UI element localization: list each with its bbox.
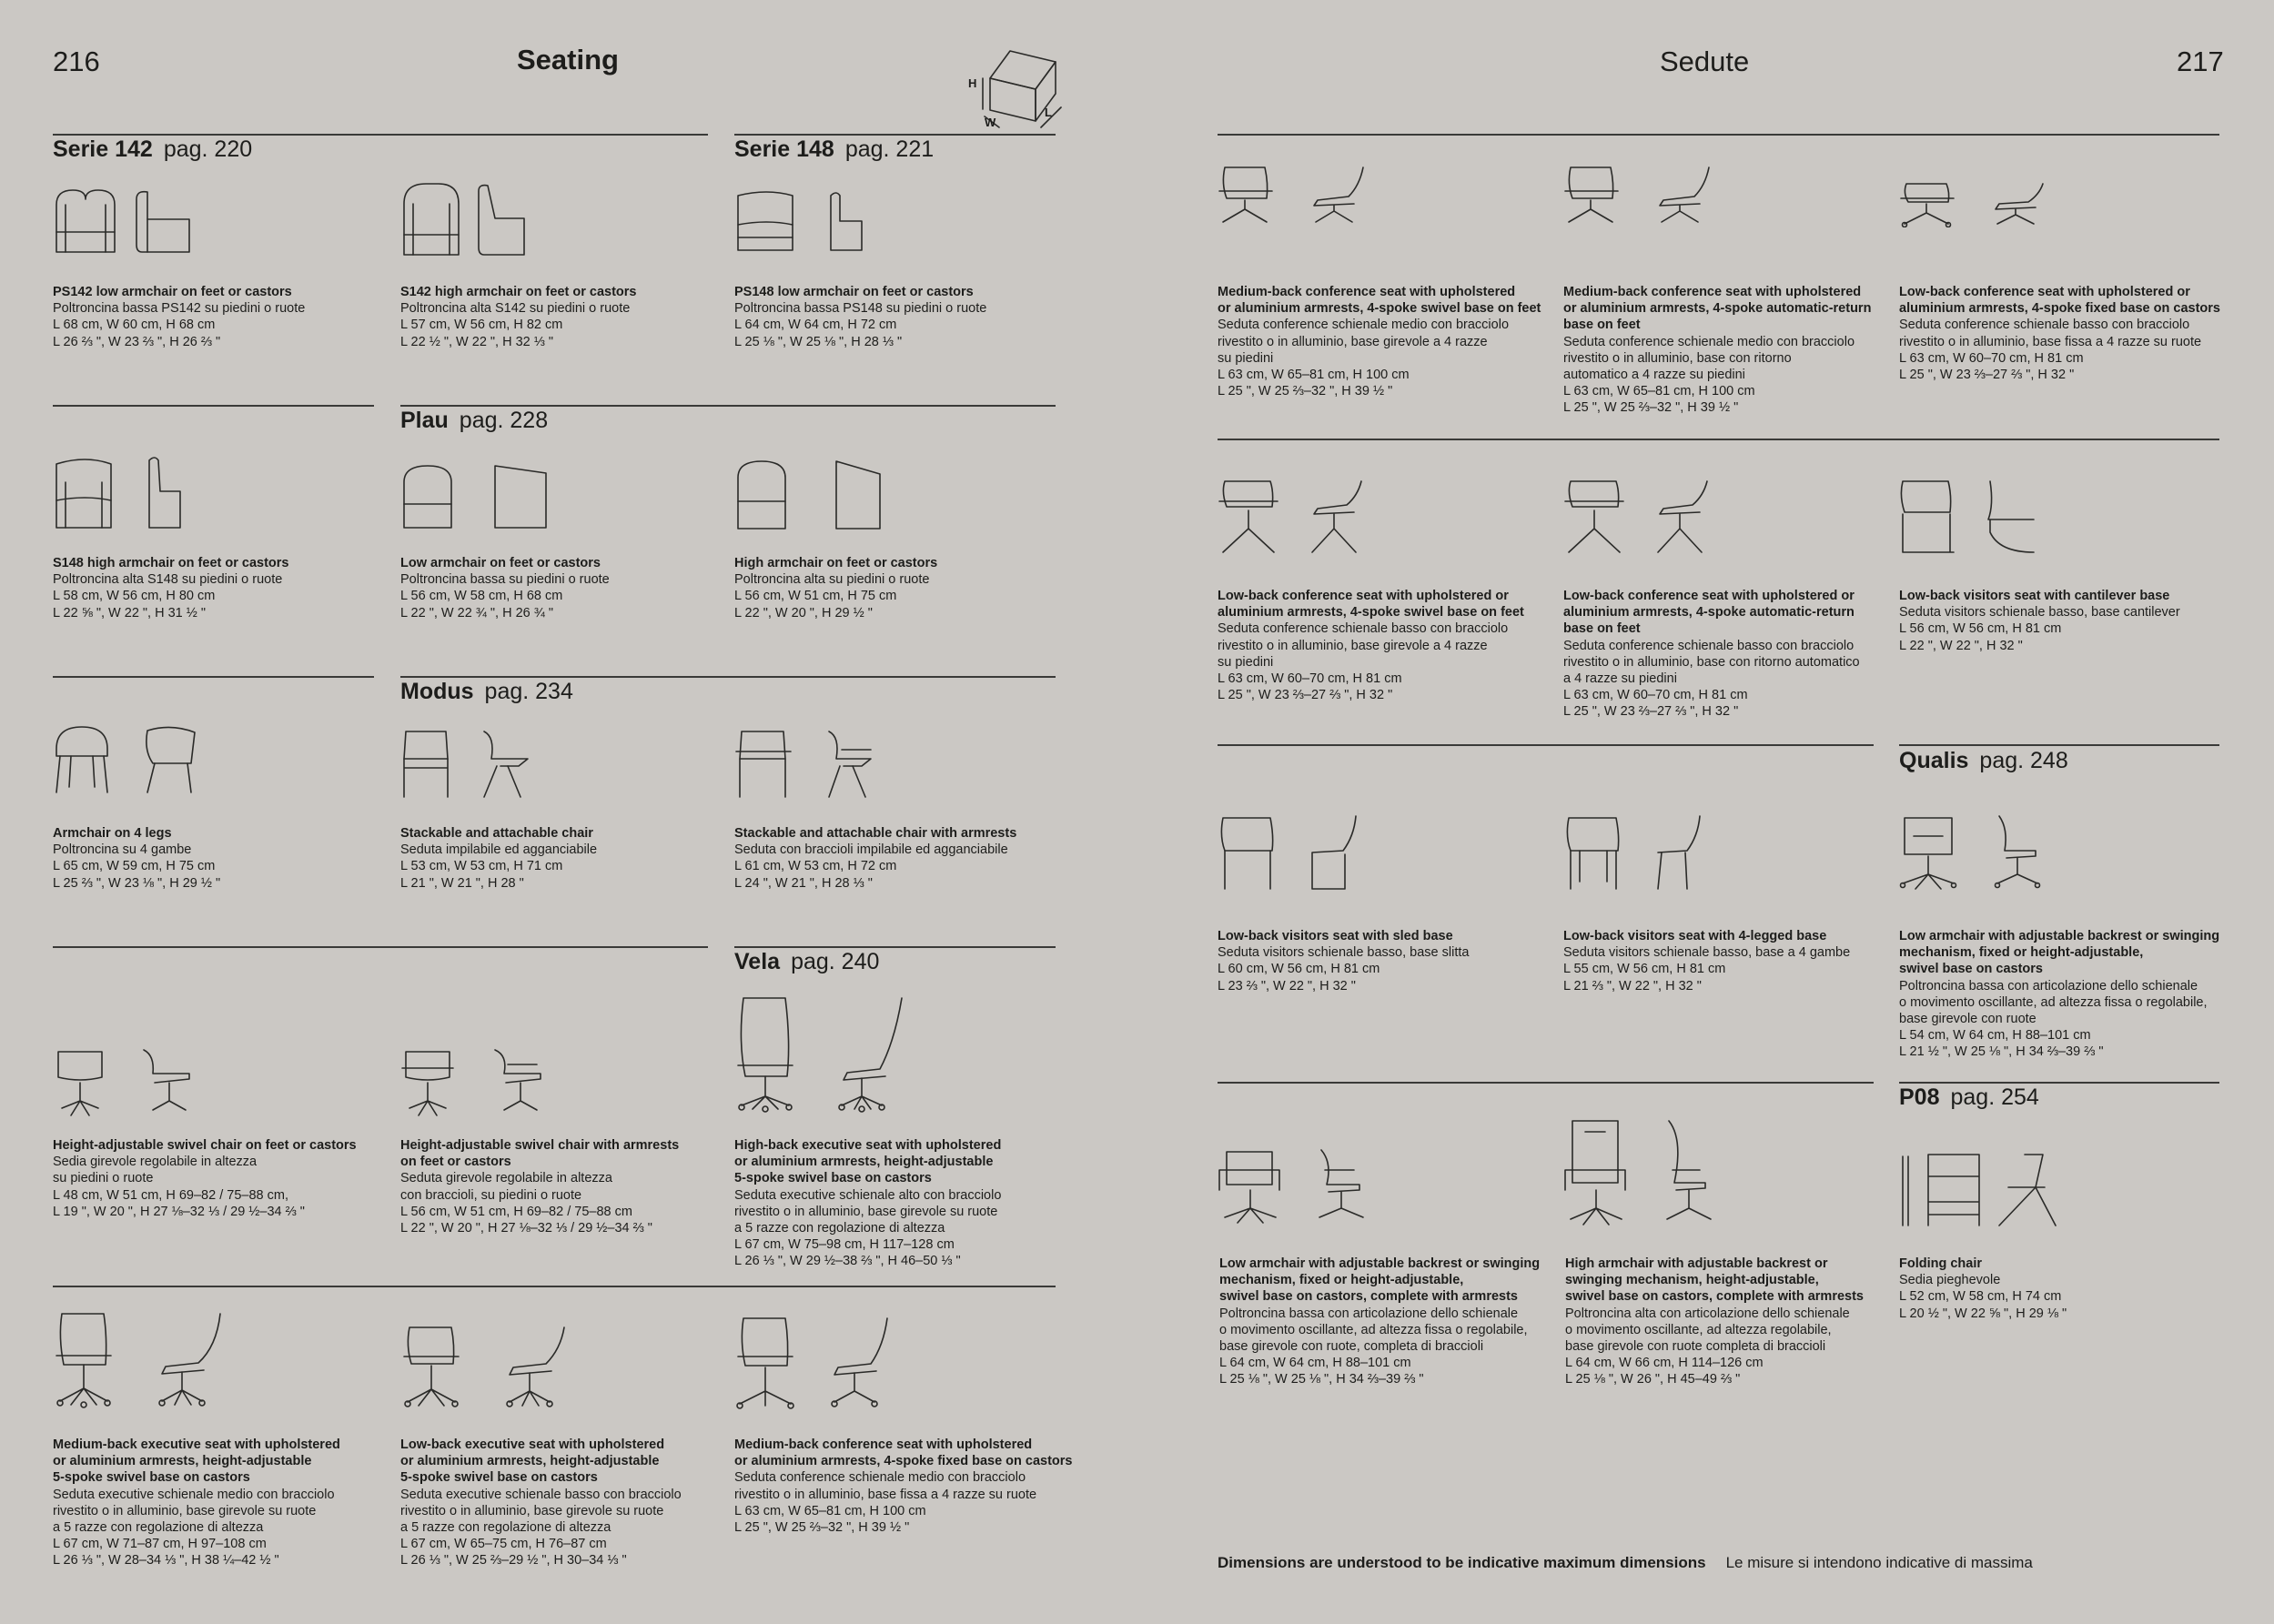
- item-ps148: PS148 low armchair on feet or castors Poltroncina bassa PS148 su piedini o ruote L 64 cm, W 64 cm, H 72 cm L 25 ⅛ ", W 25 ⅛ ", H 28 ⅓ ": [734, 285, 987, 349]
- item-qualis-low-armrests: Low armchair with adjustable backrest or swinging mechanism, fixed or height-adjustable, swivel base on castors, complete with armrests Poltroncina bassa con articolazione dello schienale o movimento oscillante, ad altezza fissa o regolabile, base girevole con ruote, completa di braccioli L 64 cm, W 64 cm, H 88–101 cm L 25 ⅛ ", W 25 ⅛ ", H 34 ⅔–39 ⅔ ": [1219, 1256, 1541, 1387]
- item-plau-high: High armchair on feet or castors Poltroncina alta su piedini o ruote L 56 cm, W 51 cm, H 75 cm L 22 ", W 20 ", H 29 ½ ": [734, 556, 938, 620]
- item-conf-low-autoreturn: Low-back conference seat with upholstered or aluminium armrests, 4-spoke automatic-return base on feet Seduta conference schienale basso con bracciolo rivestito o in alluminio, base con ritorno automatico a 4 razze su piedini L 63 cm, W 60–70 cm, H 81 cm L 25 ", W 23 ⅔–27 ⅔ ", H 32 ": [1563, 589, 1860, 720]
- chair-vela-conference-fixed-drawing: [734, 1315, 916, 1415]
- item-conf-low-swivel: Low-back conference seat with upholstered or aluminium armrests, 4-spoke swivel base on feet Seduta conference schienale basso con bracciolo rivestito o in alluminio, base girevole a 4 razze su piedini L 63 cm, W 60–70 cm, H 81 cm L 25 ", W 23 ⅔–27 ⅔ ", H 32 ": [1218, 589, 1524, 703]
- rule-row4-left: [53, 946, 708, 948]
- rule-row5: [53, 1286, 1056, 1287]
- chair-conf-low-fixed-drawing: [1899, 182, 2063, 227]
- chair-qualis-low-drawing: [1899, 814, 2063, 893]
- rule-right-row2: [1218, 439, 2219, 440]
- item-conf-medium-autoreturn: Medium-back conference seat with upholstered or aluminium armrests, 4-spoke automatic-return base on feet Seduta conference schienale medio con bracciolo rivestito o in alluminio, base con ritorno automatico a 4 razze su piedini L 63 cm, W 65–81 cm, H 100 cm L 25 ", W 25 ⅔–32 ", H 39 ½ ": [1563, 285, 1872, 416]
- item-vela-highback: High-back executive seat with upholstered or aluminium armrests, height-adjustable 5-spoke swivel base on castors Seduta executive schienale alto con bracciolo rivestito o in alluminio, base girevole su ruote a 5 razze con regolazione di altezza L 67 cm, W 75–98 cm, H 117–128 cm L 26 ⅓ ", W 29 ½–38 ⅔ ", H 46–50 ⅓ ": [734, 1138, 1002, 1269]
- rule-row3-left: [53, 676, 374, 678]
- dim-w-label: W: [985, 116, 996, 129]
- item-p08-folding: Folding chair Sedia pieghevole L 52 cm, W 58 cm, H 74 cm L 20 ½ ", W 22 ⅝ ", H 29 ⅛ ": [1899, 1256, 2067, 1321]
- item-armchair-4legs: Armchair on 4 legs Poltroncina su 4 gambe L 65 cm, W 59 cm, H 75 cm L 25 ⅔ ", W 23 ⅛ ", H 29 ½ ": [53, 826, 221, 891]
- chair-s148-drawing: [53, 455, 217, 533]
- item-modus-stackable: Stackable and attachable chair Seduta impilabile ed agganciabile L 53 cm, W 53 cm, H 71 cm L 21 ", W 21 ", H 28 ": [400, 826, 598, 891]
- chair-plau-high-drawing: [734, 459, 898, 534]
- chair-vela-mediumback-drawing: [53, 1310, 235, 1410]
- rule-right-top: [1218, 134, 2219, 136]
- chair-qualis-low-armrests-drawing: [1218, 1148, 1381, 1226]
- section-serie-148: Serie 148 pag. 221: [734, 136, 935, 162]
- item-vela-mediumback: Medium-back executive seat with upholstered or aluminium armrests, height-adjustable 5-spoke swivel base on castors Seduta executive schienale medio con bracciolo rivestito o in alluminio, base girevole su ruote a 5 razze con regolazione di altezza L 67 cm, W 71–87 cm, H 97–108 cm L 26 ⅓ ", W 28–34 ⅓ ", H 38 ¼–42 ½ ": [53, 1437, 340, 1569]
- chair-qualis-high-armrests-drawing: [1563, 1119, 1727, 1228]
- chair-p08-folding-drawing: [1899, 1151, 2063, 1229]
- chair-swivel-armrests-drawing: [400, 1046, 564, 1119]
- chair-visitors-4legged-drawing: [1563, 814, 1727, 893]
- rule-row2-left: [53, 405, 374, 407]
- item-vela-conference-fixed: Medium-back conference seat with upholstered or aluminium armrests, 4-spoke fixed base on castors Seduta conference schienale medio con bracciolo rivestito o in alluminio, base fissa a 4 razze su ruote L 63 cm, W 65–81 cm, H 100 cm L 25 ", W 25 ⅔–32 ", H 39 ½ ": [734, 1437, 1073, 1536]
- page-title-right: Sedute: [1660, 45, 1750, 77]
- section-serie-142: Serie 142 pag. 220: [53, 136, 253, 162]
- section-plau: Plau pag. 228: [400, 408, 549, 433]
- item-swivel: Height-adjustable swivel chair on feet or castors Sedia girevole regolabile in altezza su piedini o ruote L 48 cm, W 51 cm, H 69–82 / 75–88 cm, L 19 ", W 20 ", H 27 ⅛–32 ⅓ / 29 ½–34 ⅔ ": [53, 1138, 357, 1219]
- section-vela: Vela pag. 240: [734, 949, 880, 974]
- page-number-right: 217: [2177, 45, 2224, 77]
- chair-conf-low-autoreturn-drawing: [1563, 478, 1727, 556]
- chair-visitors-sled-drawing: [1218, 814, 1381, 893]
- item-swivel-armrests: Height-adjustable swivel chair with armrests on feet or castors Seduta girevole regolabile in altezza con braccioli, su piedini o ruote L 56 cm, W 51 cm, H 69–82 / 75–88 cm L 22 ", W 20 ", H 27 ⅛–32 ⅓ / 29 ½–34 ⅔ ": [400, 1138, 680, 1236]
- page-number-left: 216: [53, 45, 100, 77]
- item-qualis-low: Low armchair with adjustable backrest or swinging mechanism, fixed or height-adjustable, swivel base on castors Poltroncina bassa con articolazione dello schienale o movimento oscillante, ad altezza fissa o regolabile, base girevole con ruote L 54 cm, W 64 cm, H 88–101 cm L 21 ½ ", W 25 ⅛ ", H 34 ⅔–39 ⅔ ": [1899, 929, 2220, 1060]
- rule-right-row3: [1218, 744, 1874, 746]
- chair-armchair-4legs-drawing: [53, 723, 217, 796]
- item-visitors-cantilever: Low-back visitors seat with cantilever base Seduta visitors schienale basso, base cantilever L 56 cm, W 56 cm, H 81 cm L 22 ", W 22 ", H 32 ": [1899, 589, 2180, 653]
- item-s142: S142 high armchair on feet or castors Poltroncina alta S142 su piedini o ruote L 57 cm, W 56 cm, H 82 cm L 22 ½ ", W 22 ", H 32 ⅓ ": [400, 285, 637, 349]
- rule-serie148: [734, 134, 1056, 136]
- rule-qualis: [1899, 744, 2219, 746]
- item-vela-lowback: Low-back executive seat with upholstered or aluminium armrests, height-adjustable 5-spoke swivel base on castors Seduta executive schienale basso con bracciolo rivestito o in alluminio, base girevole su ruote a 5 razze con regolazione di altezza L 67 cm, W 65–75 cm, H 76–87 cm L 26 ⅓ ", W 25 ⅔–29 ½ ", H 30–34 ⅓ ": [400, 1437, 682, 1569]
- rule-plau: [400, 405, 1056, 407]
- chair-modus-armrests-drawing: [734, 728, 898, 801]
- item-conf-low-fixed: Low-back conference seat with upholstered or aluminium armrests, 4-spoke fixed base on castors Seduta conference schienale basso con bracciolo rivestito o in alluminio, base fissa a 4 razze su ruote L 63 cm, W 60–70 cm, H 81 cm L 25 ", W 23 ⅔–27 ⅔ ", H 32 ": [1899, 285, 2220, 383]
- dim-h-label: H: [968, 76, 977, 90]
- dimension-box-icon: [963, 44, 1063, 139]
- section-p08: P08 pag. 254: [1899, 1084, 2039, 1110]
- item-qualis-high-armrests: High armchair with adjustable backrest or swinging mechanism, height-adjustable, swivel base on castors, complete with armrests Poltroncina alta con articolazione dello schienale o movimento oscillante, ad altezza regolabile, base girevole con ruote completa di braccioli L 64 cm, W 66 cm, H 114–126 cm L 25 ⅛ ", W 26 ", H 45–49 ⅔ ": [1565, 1256, 1864, 1387]
- rule-modus: [400, 676, 1056, 678]
- chair-vela-lowback-drawing: [400, 1324, 582, 1415]
- chair-conf-medium-autoreturn-drawing: [1563, 164, 1727, 226]
- chair-ps148-drawing: [734, 187, 898, 259]
- chair-vela-highback-drawing: [734, 996, 916, 1115]
- rule-vela: [734, 946, 1056, 948]
- item-conf-medium-swivel: Medium-back conference seat with upholstered or aluminium armrests, 4-spoke swivel base on feet Seduta conference schienale medio con bracciolo rivestito o in alluminio, base girevole a 4 razze su piedini L 63 cm, W 65–81 cm, H 100 cm L 25 ", W 25 ⅔–32 ", H 39 ½ ": [1218, 285, 1541, 399]
- rule-p08: [1899, 1082, 2219, 1084]
- chair-plau-low-drawing: [400, 464, 564, 533]
- item-visitors-4legged: Low-back visitors seat with 4-legged base Seduta visitors schienale basso, base a 4 gambe L 55 cm, W 56 cm, H 81 cm L 21 ⅔ ", W 22 ", H 32 ": [1563, 929, 1851, 994]
- footer-note: [1218, 1554, 2033, 1572]
- chair-conf-low-swivel-drawing: [1218, 478, 1381, 556]
- item-plau-low: Low armchair on feet or castors Poltroncina bassa su piedini o ruote L 56 cm, W 58 cm, H 68 cm L 22 ", W 22 ¾ ", H 26 ¾ ": [400, 556, 610, 620]
- item-visitors-sled: Low-back visitors seat with sled base Seduta visitors schienale basso, base slitta L 60 cm, W 56 cm, H 81 cm L 23 ⅔ ", W 22 ", H 32 ": [1218, 929, 1470, 994]
- page-title-left: Seating: [517, 44, 619, 76]
- chair-s142-drawing: [400, 182, 546, 260]
- footer-note-it: Le misure si intendono indicative di massima: [1725, 1554, 2033, 1571]
- rule-serie142: [53, 134, 708, 136]
- chair-visitors-cantilever-drawing: [1899, 478, 2063, 556]
- chair-modus-stackable-drawing: [400, 728, 564, 801]
- footer-note-en: Dimensions are understood to be indicative maximum dimensions: [1218, 1554, 1706, 1571]
- chair-ps142-drawing: [53, 187, 198, 259]
- dim-l-label: L: [1045, 106, 1052, 119]
- chair-swivel-drawing: [53, 1046, 217, 1119]
- item-s148: S148 high armchair on feet or castors Poltroncina alta S148 su piedini o ruote L 58 cm, W 56 cm, H 80 cm L 22 ⅝ ", W 22 ", H 31 ½ ": [53, 556, 289, 620]
- item-modus-armrests: Stackable and attachable chair with armrests Seduta con braccioli impilabile ed agganciabile L 61 cm, W 53 cm, H 72 cm L 24 ", W 21 ", H 28 ⅓ ": [734, 826, 1017, 891]
- section-modus: Modus pag. 234: [400, 679, 573, 704]
- section-qualis: Qualis pag. 248: [1899, 748, 2068, 773]
- rule-right-row4: [1218, 1082, 1874, 1084]
- item-ps142: PS142 low armchair on feet or castors Poltroncina bassa PS142 su piedini o ruote L 68 cm, W 60 cm, H 68 cm L 26 ⅔ ", W 23 ⅔ ", H 26 ⅔ ": [53, 285, 306, 349]
- chair-conf-medium-swivel-drawing: [1218, 164, 1381, 226]
